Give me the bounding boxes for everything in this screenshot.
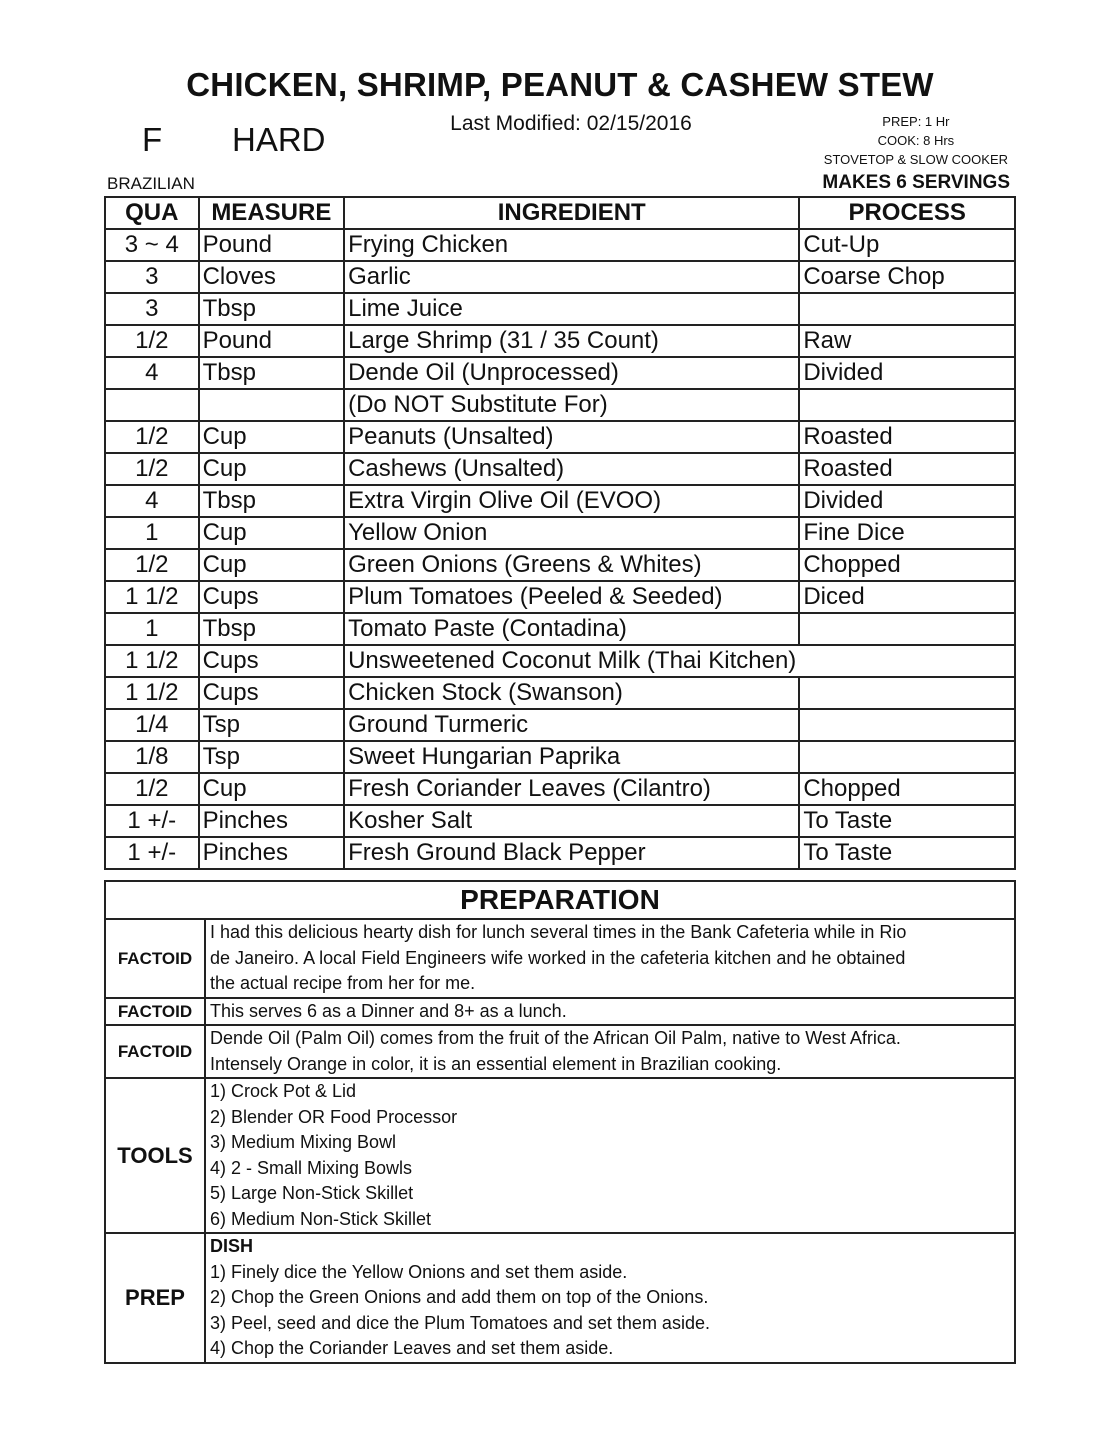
ingredient-process: Diced [799,581,1015,613]
ingredient-qty: 1/2 [105,549,199,581]
ingredient-name: Plum Tomatoes (Peeled & Seeded) [344,581,799,613]
factoid-row [105,1025,1015,1078]
ingredient-process: Divided [799,485,1015,517]
ingredient-process: Fine Dice [799,517,1015,549]
text-line: Intensely Orange in color, it is an essential element in Brazilian cooking. [210,1053,782,1074]
ingredient-qty: 1/2 [105,325,199,357]
cooking-method: STOVETOP & SLOW COOKER [823,152,1008,167]
ingredient-row [105,389,1015,421]
ingredient-measure: Pinches [199,837,345,869]
ingredient-qty: 1 [105,613,199,645]
prep-step: 3) Peel, seed and dice the Plum Tomatoes and set them aside. [210,1312,710,1333]
preparation-table [104,880,1016,1364]
ingredient-row [105,805,1015,837]
ingredient-qty: 1/2 [105,421,199,453]
tools-row [105,1078,1015,1233]
ingredient-name: Garlic [344,261,799,293]
ingredient-measure: Pound [199,229,345,261]
tool-item: 5) Large Non-Stick Skillet [210,1183,414,1203]
tool-item: 2) Blender OR Food Processor [210,1106,458,1127]
ingredient-qty: 1 +/- [105,837,199,869]
ingredient-qty: 3 [105,293,199,325]
prep-time: PREP: 1 Hr [882,114,950,129]
ingredient-process: Chopped [799,549,1015,581]
ingredient-name: Peanuts (Unsalted) [344,421,799,453]
prep-step: 4) Chop the Coriander Leaves and set them aside. [210,1338,614,1358]
ingredient-measure: Cup [199,517,345,549]
ingredient-process: Coarse Chop [799,261,1015,293]
ingredient-measure: Cloves [199,261,345,293]
factoid-text [205,1025,1015,1078]
ingredient-qty: 1/4 [105,709,199,741]
ingredient-name: Sweet Hungarian Paprika [344,741,799,773]
ingredient-measure [199,389,345,421]
ingredient-row [105,421,1015,453]
prep-subheading: DISH [210,1236,254,1256]
ingredient-name: Fresh Ground Black Pepper [344,837,799,869]
ingredient-row [105,613,1015,645]
ingredient-measure: Tbsp [199,293,345,325]
tools-list [205,1078,1015,1233]
preparation-heading: PREPARATION [105,881,1015,919]
ingredient-name: Unsweetened Coconut Milk (Thai Kitchen) [344,645,799,677]
ingredient-qty: 1 1/2 [105,645,199,677]
ingredient-measure: Cups [199,581,345,613]
ingredient-row [105,677,1015,709]
ingredient-row [105,293,1015,325]
ingredient-process [799,389,1015,421]
ingredient-process: To Taste [799,837,1015,869]
ingredient-name: Large Shrimp (31 / 35 Count) [344,325,799,357]
ingredient-measure: Pound [199,325,345,357]
ingredient-name: (Do NOT Substitute For) [344,389,799,421]
ingredient-measure: Cup [199,421,345,453]
ingredient-qty [105,389,199,421]
ingredient-measure: Cup [199,453,345,485]
cook-time: COOK: 8 Hrs [877,133,955,148]
tools-label: TOOLS [105,1078,205,1233]
prep-row [105,1233,1015,1363]
ingredient-measure: Tbsp [199,613,345,645]
ingredient-qty: 1 1/2 [105,581,199,613]
ingredients-table [104,196,1016,870]
header-ingredient: INGREDIENT [344,197,799,229]
tool-item: 1) Crock Pot & Lid [210,1081,357,1101]
prep-steps [205,1233,1015,1363]
ingredient-qty: 1 1/2 [105,677,199,709]
prep-label: PREP [105,1233,205,1363]
ingredient-process: Chopped [799,773,1015,805]
ingredient-process: Raw [799,325,1015,357]
ingredient-qty: 1 [105,517,199,549]
header-qua: QUA [105,197,199,229]
ingredient-process: Roasted [799,421,1015,453]
ingredient-row [105,261,1015,293]
factoid-text [205,919,1015,998]
ingredient-process: Divided [799,357,1015,389]
ingredient-process [799,741,1015,773]
ingredient-name: Yellow Onion [344,517,799,549]
difficulty-label: HARD [232,121,326,158]
ingredient-name: Dende Oil (Unprocessed) [344,357,799,389]
ingredient-row [105,517,1015,549]
ingredient-name: Kosher Salt [344,805,799,837]
ingredient-name: Lime Juice [344,293,799,325]
last-modified: Last Modified: 02/15/2016 [450,112,692,135]
text-line: the actual recipe from her for me. [210,973,476,993]
text-line: This serves 6 as a Dinner and 8+ as a lunch. [210,1000,567,1021]
ingredient-row [105,325,1015,357]
ingredient-process [799,709,1015,741]
factoid-label: FACTOID [105,998,205,1026]
ingredient-measure: Tsp [199,709,345,741]
ingredient-row [105,581,1015,613]
ingredient-process [799,677,1015,709]
ingredient-process: To Taste [799,805,1015,837]
timing-block [824,112,1008,169]
ingredient-qty: 4 [105,357,199,389]
tool-item: 4) 2 - Small Mixing Bowls [210,1157,413,1178]
factoid-label: FACTOID [105,919,205,998]
factoid-row [105,998,1015,1026]
ingredient-row [105,709,1015,741]
ingredient-qty: 1/2 [105,453,199,485]
ingredient-row [105,645,1015,677]
ingredient-measure: Cups [199,645,345,677]
ingredient-name: Cashews (Unsalted) [344,453,799,485]
ingredient-measure: Tbsp [199,485,345,517]
ingredient-row [105,453,1015,485]
ingredient-qty: 1/8 [105,741,199,773]
servings-label: MAKES 6 SERVINGS [822,172,1010,193]
ingredient-row [105,485,1015,517]
ingredient-measure: Tsp [199,741,345,773]
ingredient-name: Fresh Coriander Leaves (Cilantro) [344,773,799,805]
ingredient-name: Tomato Paste (Contadina) [344,613,799,645]
ingredient-row [105,229,1015,261]
ingredients-header-row [105,197,1015,229]
ingredient-qty: 1 +/- [105,805,199,837]
ingredient-qty: 4 [105,485,199,517]
factoid-row [105,919,1015,998]
ingredient-name: Chicken Stock (Swanson) [344,677,799,709]
ingredient-row [105,741,1015,773]
ingredient-measure: Pinches [199,805,345,837]
ingredient-process [799,293,1015,325]
tool-item: 3) Medium Mixing Bowl [210,1132,397,1152]
factoid-text [205,998,1015,1026]
factoid-label: FACTOID [105,1025,205,1078]
header-process: PROCESS [799,197,1015,229]
ingredient-row [105,357,1015,389]
recipe-code: F [142,121,163,158]
ingredient-process [799,613,1015,645]
prep-step: 1) Finely dice the Yellow Onions and set them aside. [210,1261,628,1282]
ingredient-qty: 3 ~ 4 [105,229,199,261]
ingredient-row [105,549,1015,581]
ingredient-row [105,773,1015,805]
ingredient-row [105,837,1015,869]
text-line: Dende Oil (Palm Oil) comes from the fruit of the African Oil Palm, native to West Africa. [210,1028,901,1048]
ingredient-measure: Cup [199,549,345,581]
prep-step: 2) Chop the Green Onions and add them on top of the Onions. [210,1287,709,1307]
ingredient-measure: Tbsp [199,357,345,389]
text-line: de Janeiro. A local Field Engineers wife worked in the cafeteria kitchen and he obtained [210,947,906,968]
ingredient-measure: Cups [199,677,345,709]
ingredient-name: Green Onions (Greens & Whites) [344,549,799,581]
ingredient-qty: 1/2 [105,773,199,805]
recipe-title: CHICKEN, SHRIMP, PEANUT & CASHEW STEW [186,66,934,103]
ingredient-name: Ground Turmeric [344,709,799,741]
ingredient-name: Extra Virgin Olive Oil (EVOO) [344,485,799,517]
header-measure: MEASURE [199,197,345,229]
ingredient-name: Frying Chicken [344,229,799,261]
ingredient-qty: 3 [105,261,199,293]
text-line: I had this delicious hearty dish for lunch several times in the Bank Cafeteria while in Rio [210,922,907,942]
ingredient-process [799,645,1015,677]
ingredient-process: Roasted [799,453,1015,485]
cuisine-label: BRAZILIAN [107,174,195,193]
ingredient-measure: Cup [199,773,345,805]
tool-item: 6) Medium Non-Stick Skillet [210,1208,432,1229]
ingredient-process: Cut-Up [799,229,1015,261]
